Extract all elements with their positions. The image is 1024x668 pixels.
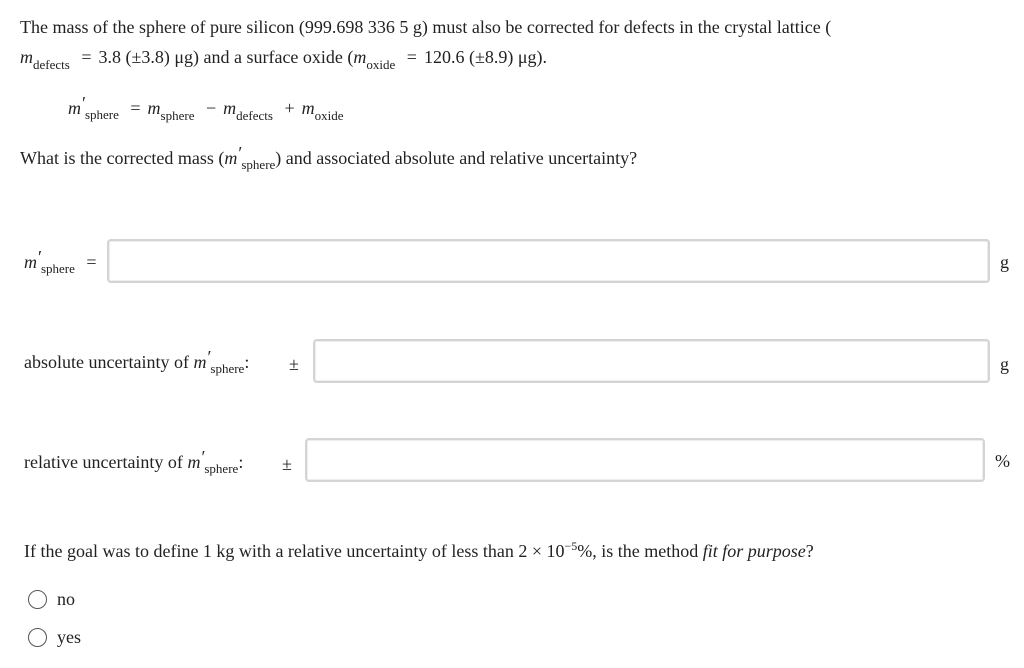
- question-text-after: ) and associated absolute and relative uncertainty?: [275, 148, 638, 168]
- intro-text: The mass of the sphere of pure silicon (999.698 336 5 g) must also be corrected for defects in the crystal lattice (: [20, 17, 832, 37]
- m-symbol: m: [193, 352, 207, 372]
- fit-for-purpose-question: [24, 539, 814, 562]
- exponent: −5: [564, 539, 578, 553]
- m-symbol: m: [301, 98, 315, 118]
- sphere-subscript: sphere: [160, 108, 195, 123]
- plus-sign: +: [284, 98, 295, 118]
- radio-yes[interactable]: [28, 628, 47, 647]
- absolute-unit: g: [1000, 354, 1009, 374]
- sphere-subscript: sphere: [40, 261, 75, 276]
- relative-unit: %: [995, 451, 1010, 471]
- sphere-subscript: sphere: [204, 461, 239, 476]
- equals-sign: =: [86, 252, 97, 272]
- colon: :: [244, 352, 250, 372]
- plus-minus-sign: ±: [282, 454, 292, 474]
- fit-question-text: %, is the method: [577, 541, 703, 561]
- minus-sign: −: [205, 98, 217, 118]
- option-label-no[interactable]: no: [57, 589, 75, 609]
- prime-mark: ′: [238, 143, 243, 163]
- equals-sign: =: [406, 47, 417, 67]
- m-symbol: m: [20, 47, 33, 67]
- prime-mark: ′: [38, 247, 42, 267]
- sphere-subscript: sphere: [84, 107, 119, 122]
- mass-unit: g: [1000, 252, 1009, 272]
- intro-line-2: [20, 47, 547, 72]
- fit-for-purpose-emphasis: fit for purpose: [702, 541, 806, 561]
- m-symbol: m: [68, 98, 81, 118]
- m-symbol: m: [147, 98, 161, 118]
- prime-mark: ′: [207, 347, 212, 367]
- equals-sign: =: [130, 98, 141, 118]
- defects-subscript: defects: [33, 57, 70, 72]
- oxide-subscript: oxide: [366, 57, 396, 72]
- m-symbol: m: [353, 47, 367, 67]
- mass-field-label: [24, 247, 104, 276]
- absolute-label-text: absolute uncertainty of: [24, 352, 194, 372]
- sphere-subscript: sphere: [241, 157, 276, 172]
- corrected-mass-input[interactable]: [107, 239, 990, 283]
- radio-no[interactable]: [28, 590, 47, 609]
- relative-uncertainty-input[interactable]: [305, 438, 985, 482]
- sphere-subscript: sphere: [210, 361, 245, 376]
- m-symbol: m: [223, 98, 237, 118]
- absolute-uncertainty-input[interactable]: [313, 339, 990, 383]
- plus-minus-sign: ±: [289, 354, 299, 374]
- defects-value: 3.8 (±3.8) μg) and a surface oxide (: [98, 47, 354, 67]
- question-text-before: What is the corrected mass (: [20, 148, 225, 168]
- intro-line-1: [20, 17, 831, 38]
- prime-mark: ′: [82, 93, 86, 113]
- prime-mark: ′: [201, 447, 206, 467]
- defects-subscript: defects: [236, 108, 273, 123]
- fit-question-text: If the goal was to define 1 kg with a relative uncertainty of less than 2 × 10: [24, 541, 565, 561]
- oxide-value: 120.6 (±8.9) μg).: [423, 47, 547, 67]
- m-symbol: m: [187, 452, 201, 472]
- m-symbol: m: [24, 252, 37, 272]
- option-label-yes[interactable]: yes: [57, 627, 81, 647]
- relative-label-text: relative uncertainty of: [24, 452, 188, 472]
- correction-formula: [68, 93, 344, 123]
- question-text: [20, 143, 638, 172]
- question-mark: ?: [805, 541, 814, 561]
- relative-uncertainty-label: [24, 447, 244, 476]
- equals-sign: =: [81, 47, 92, 67]
- oxide-subscript: oxide: [314, 108, 344, 123]
- colon: :: [238, 452, 244, 472]
- m-symbol: m: [224, 148, 238, 168]
- absolute-uncertainty-label: [24, 347, 250, 376]
